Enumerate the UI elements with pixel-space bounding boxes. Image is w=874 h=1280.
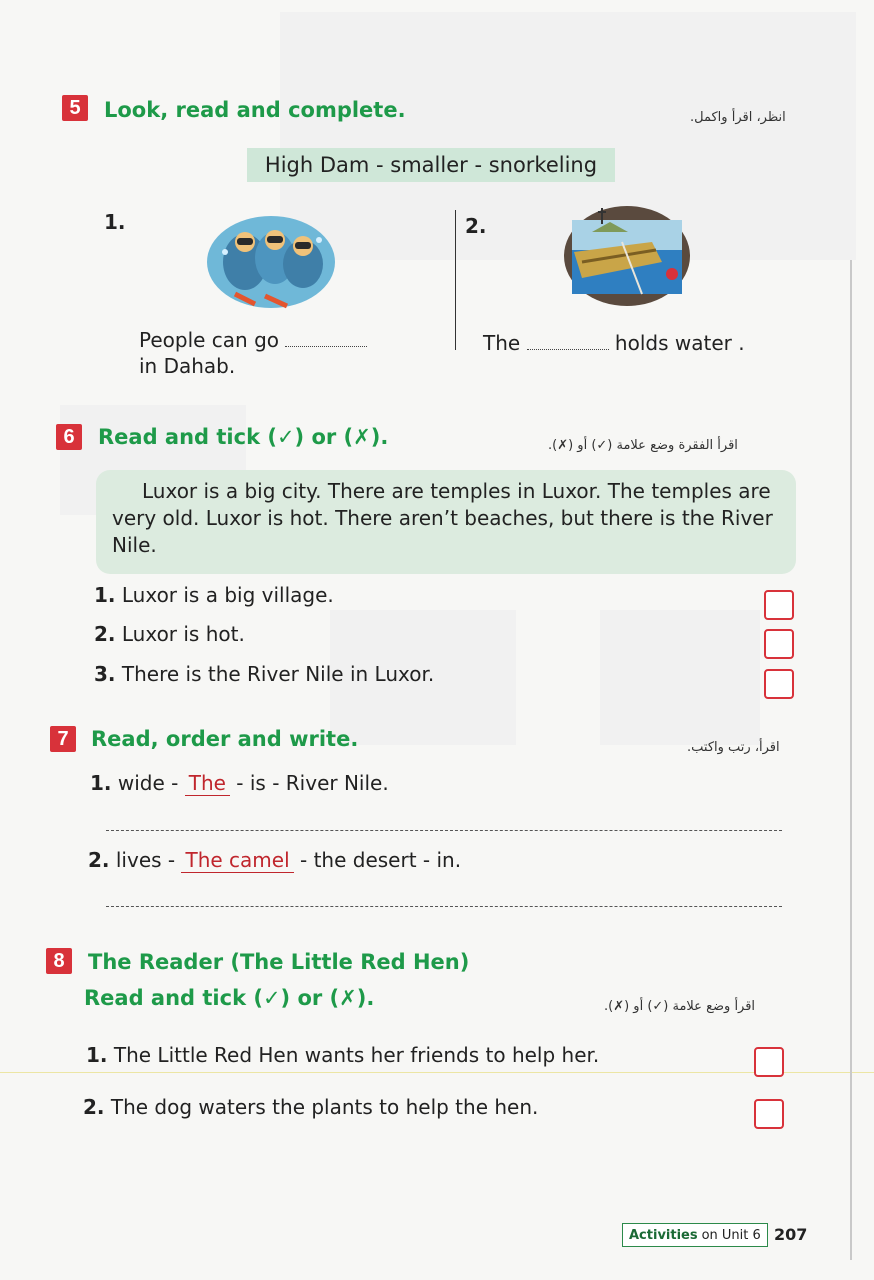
statement-row (94, 622, 245, 646)
item-sentence (483, 331, 745, 355)
word-group: wide - (117, 771, 179, 795)
statement-row (94, 662, 434, 686)
section-7-arabic: اقرأ، رتب واكتب. (687, 740, 780, 755)
section-8-title: The Reader (The Little Red Hen) (88, 950, 470, 974)
statement-row (86, 1043, 599, 1067)
statement-row (83, 1095, 538, 1119)
section-6-arabic: اقرأ الفقرة وضع علامة (✓) أو (✗). (548, 438, 738, 453)
section-7-badge: 7 (50, 726, 76, 752)
item-number: 2. (94, 622, 116, 646)
tick-box[interactable] (764, 629, 794, 659)
sentence-part: The (483, 331, 521, 355)
tick-box[interactable] (754, 1047, 784, 1077)
word-group: lives - (115, 848, 176, 872)
item-number: 3. (94, 662, 116, 686)
order-item (90, 771, 389, 795)
item-number: 1. (104, 210, 126, 234)
handwritten-answer: The (185, 771, 230, 796)
writing-line[interactable] (106, 830, 782, 831)
statement-text: Luxor is a big village. (121, 583, 334, 607)
item-number: 1. (86, 1043, 108, 1067)
word-group: - is - River Nile. (236, 771, 389, 795)
sentence-part: holds water . (614, 331, 745, 355)
footer-unit: on Unit 6 (701, 1227, 761, 1243)
footer-activities: Activities (629, 1227, 698, 1243)
item-number: 1. (94, 583, 116, 607)
section-6-badge: 6 (56, 424, 82, 450)
statement-row (94, 583, 334, 607)
tick-box[interactable] (764, 590, 794, 620)
order-item (88, 848, 461, 872)
tick-box[interactable] (764, 669, 794, 699)
word-group: - the desert - in. (300, 848, 462, 872)
section-8-arabic: اقرأ وضع علامة (✓) أو (✗). (604, 999, 756, 1014)
section-5-title: Look, read and complete. (104, 98, 406, 122)
section-6-title: Read and tick (✓) or (✗). (98, 425, 389, 449)
item-sentence (139, 328, 367, 352)
high-dam-image (562, 202, 692, 308)
statement-text: There is the River Nile in Luxor. (121, 662, 435, 686)
blank-line[interactable] (285, 332, 367, 347)
section-5-badge: 5 (62, 95, 88, 121)
statement-text: Luxor is hot. (121, 622, 245, 646)
page-edge (850, 260, 852, 1260)
sentence-part: People can go (139, 328, 280, 352)
unit-footer-tag (622, 1223, 768, 1247)
section-5-arabic: انظر، اقرأ واكمل. (690, 110, 786, 125)
writing-line[interactable] (106, 906, 782, 907)
item-number: 2. (465, 214, 487, 238)
statement-text: The Little Red Hen wants her friends to help her. (113, 1043, 600, 1067)
word-bank: High Dam - smaller - snorkeling (247, 148, 615, 182)
sentence-part: in Dahab. (139, 354, 236, 378)
item-number: 2. (88, 848, 110, 872)
snorkeling-divers-image (205, 212, 337, 312)
show-through-photo (600, 610, 760, 745)
fold-line (0, 1072, 874, 1073)
section-8-badge: 8 (46, 948, 72, 974)
passage-text: Luxor is a big city. There are temples in Luxor. The temples are very old. Luxor is hot. There aren’t beaches, but there is the River Nile. (112, 479, 773, 557)
section-7-title: Read, order and write. (91, 727, 359, 751)
blank-line[interactable] (527, 335, 609, 350)
reading-passage (96, 470, 796, 574)
page-number: 207 (774, 1225, 808, 1244)
handwritten-answer: The camel (181, 848, 293, 873)
column-divider (455, 210, 456, 350)
statement-text: The dog waters the plants to help the hen. (110, 1095, 539, 1119)
tick-box[interactable] (754, 1099, 784, 1129)
item-number: 2. (83, 1095, 105, 1119)
item-number: 1. (90, 771, 112, 795)
section-8-subtitle: Read and tick (✓) or (✗). (84, 986, 375, 1010)
